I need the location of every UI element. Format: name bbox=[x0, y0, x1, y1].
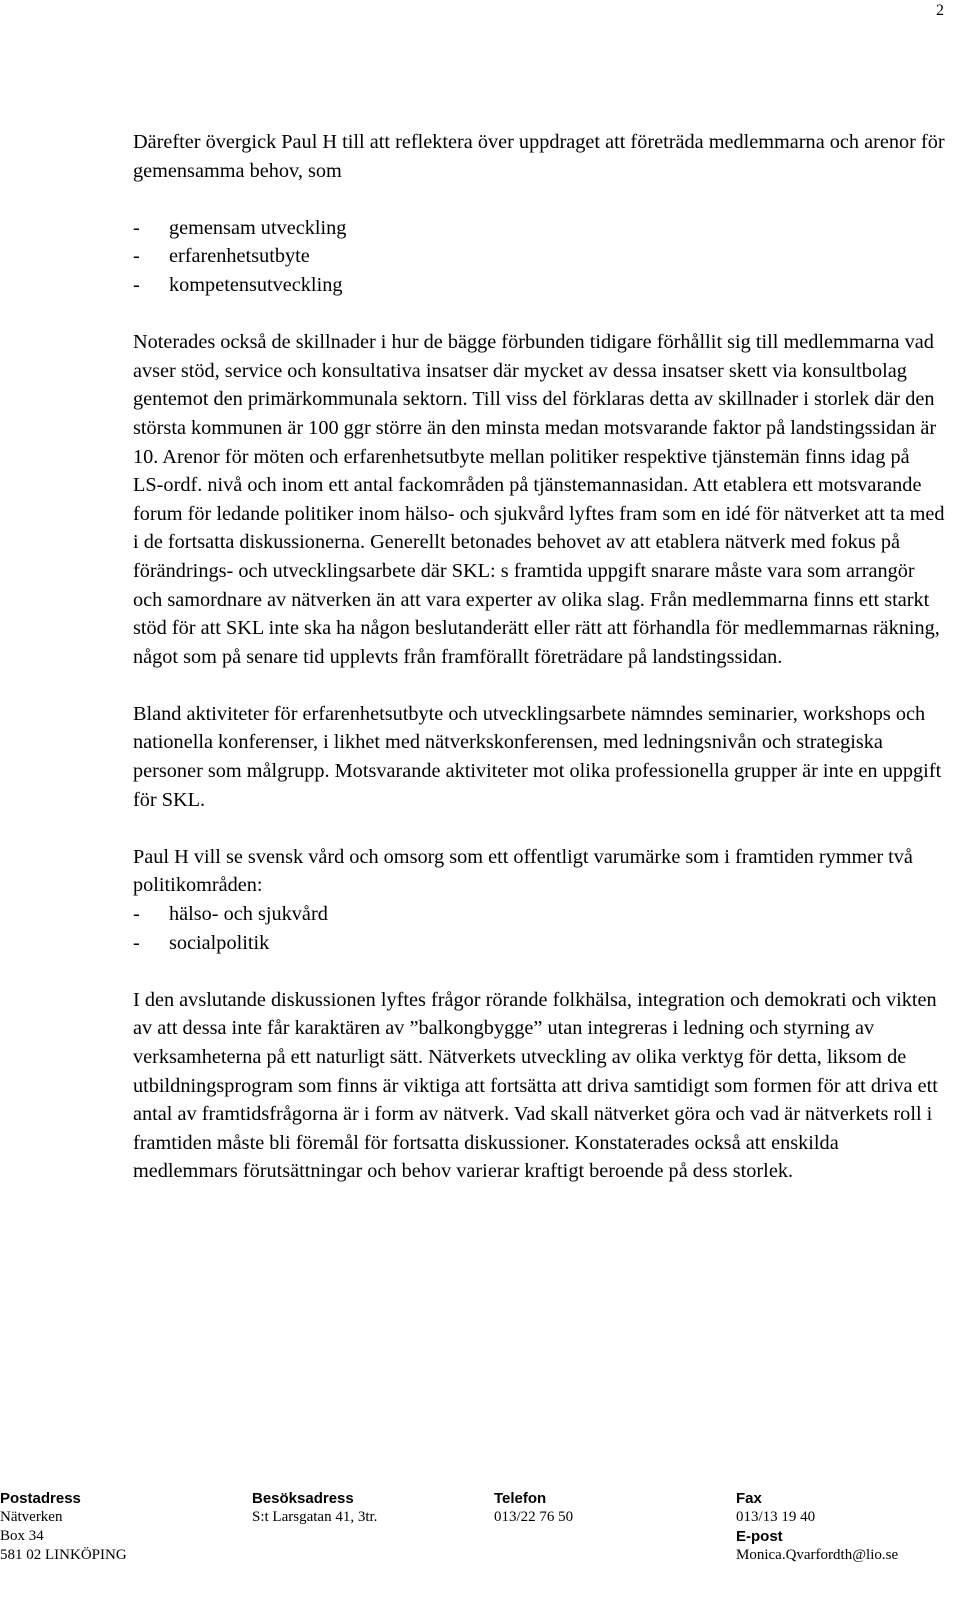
list-item-text: kompetensutveckling bbox=[169, 273, 343, 296]
list-dash: - bbox=[133, 216, 140, 239]
footer-fax bbox=[736, 1489, 898, 1565]
footer-postadress bbox=[0, 1489, 127, 1565]
list-item bbox=[133, 900, 945, 929]
list-item-text: erfarenhetsutbyte bbox=[169, 245, 310, 268]
footer-telefon-line1: 013/22 76 50 bbox=[494, 1509, 574, 1525]
paragraph-closing-discussion: I den avslutande diskussionen lyftes frågor rörande folkhälsa, integration och demokrati och vikten av att dessa inte får karaktären av ”balkongbygge” utan integreras i ledning och styrning av verksamheterna på ett naturligt sätt. Nätverkets utveckling av olika verktyg för detta, liksom de utbildningsprogram som finns är viktiga att fortsätta att driva samtidigt som formen för att driva ett antal av framtidsfrågorna är i form av nätverk. Vad skall nätverket göra och vad är nätverkets roll i framtiden måste bli föremål för fortsatta diskussioner. Konstaterades också att enskilda medlemmars förutsättningar och behov varierar kraftigt beroende på dess storlek. bbox=[133, 988, 938, 1183]
list-dash: - bbox=[133, 245, 140, 268]
footer-besoksadress-line1: S:t Larsgatan 41, 3tr. bbox=[252, 1509, 378, 1525]
list-item bbox=[133, 214, 945, 243]
needs-list bbox=[133, 214, 945, 300]
list-item bbox=[133, 271, 945, 300]
list-item bbox=[133, 242, 945, 271]
list-item-text: socialpolitik bbox=[169, 931, 270, 954]
footer-besoksadress-label: Besöksadress bbox=[252, 1490, 354, 1507]
footer-postadress-line1: Nätverken bbox=[0, 1509, 63, 1525]
footer-postadress-line2: Box 34 bbox=[0, 1528, 44, 1544]
footer-epost-label: E-post bbox=[736, 1528, 783, 1545]
list-item bbox=[133, 929, 945, 958]
paragraph-brand: Paul H vill se svensk vård och omsorg som ett offentligt varumärke som i framtiden rymmer två politikområden: bbox=[133, 845, 913, 897]
paragraph-intro: Därefter övergick Paul H till att reflektera över uppdraget att företräda medlemmarna och arenor för gemensamma behov, som bbox=[133, 131, 945, 182]
footer-postadress-line3: 581 02 LINKÖPING bbox=[0, 1547, 127, 1563]
list-dash: - bbox=[133, 273, 140, 296]
footer-telefon-label: Telefon bbox=[494, 1490, 547, 1507]
footer-telefon bbox=[494, 1489, 573, 1527]
list-item-text: hälso- och sjukvård bbox=[169, 903, 328, 926]
paragraph-activities: Bland aktiviteter för erfarenhetsutbyte och utvecklingsarbete nämndes seminarier, workshops och nationella konferenser, i likhet med nätverkskonferensen, med ledningsnivån och strategiska personer som målgrupp. Motsvarande aktiviteter mot olika professionella grupper är inte en uppgift för SKL. bbox=[133, 702, 942, 811]
list-item-text: gemensam utveckling bbox=[169, 216, 347, 239]
list-dash: - bbox=[133, 931, 140, 954]
list-dash: - bbox=[133, 903, 140, 926]
document-body bbox=[133, 128, 945, 1215]
page-number: 2 bbox=[936, 2, 944, 19]
footer-besoksadress bbox=[252, 1489, 377, 1527]
footer-epost-address: Monica.Qvarfordth@lio.se bbox=[736, 1547, 899, 1563]
footer-fax-label: Fax bbox=[736, 1490, 762, 1507]
footer-postadress-label: Postadress bbox=[0, 1490, 81, 1507]
policy-areas-list bbox=[133, 900, 945, 957]
footer-fax-line1: 013/13 19 40 bbox=[736, 1509, 816, 1525]
paragraph-differences: Noterades också de skillnader i hur de bägge förbunden tidigare förhållit sig till medlemmarna vad avser stöd, service och konsultativa insatser där mycket av dessa insatser skett via konsultbolag gentemot den primärkommunala sektorn. Till viss del förklaras detta av skillnader i storlek där den största kommunen är 100 ggr större än den minsta medan motsvarande faktor på landstingssidan är 10. Arenor för möten och erfarenhetsutbyte mellan politiker respektive tjänstemän finns idag på LS-ordf. nivå och inom ett antal fackområden på tjänstemannasidan. Att etablera ett motsvarande forum för ledande politiker inom hälso- och sjukvård lyftes fram som en idé för nätverket att ta med i de fortsatta diskussionerna. Generellt betonades behovet av att etablera nätverk med fokus på förändrings- och utvecklingsarbete där SKL: s framtida uppgift snarare måste vara som arrangör och samordnare av nätverken än att vara experter av olika slag. Från medlemmarna finns ett starkt stöd för att SKL inte ska ha någon beslutanderätt eller rätt att förhandla för medlemmarnas räkning, något som på senare tid upplevts från framförallt företrädare på landstingssidan. bbox=[133, 331, 945, 668]
